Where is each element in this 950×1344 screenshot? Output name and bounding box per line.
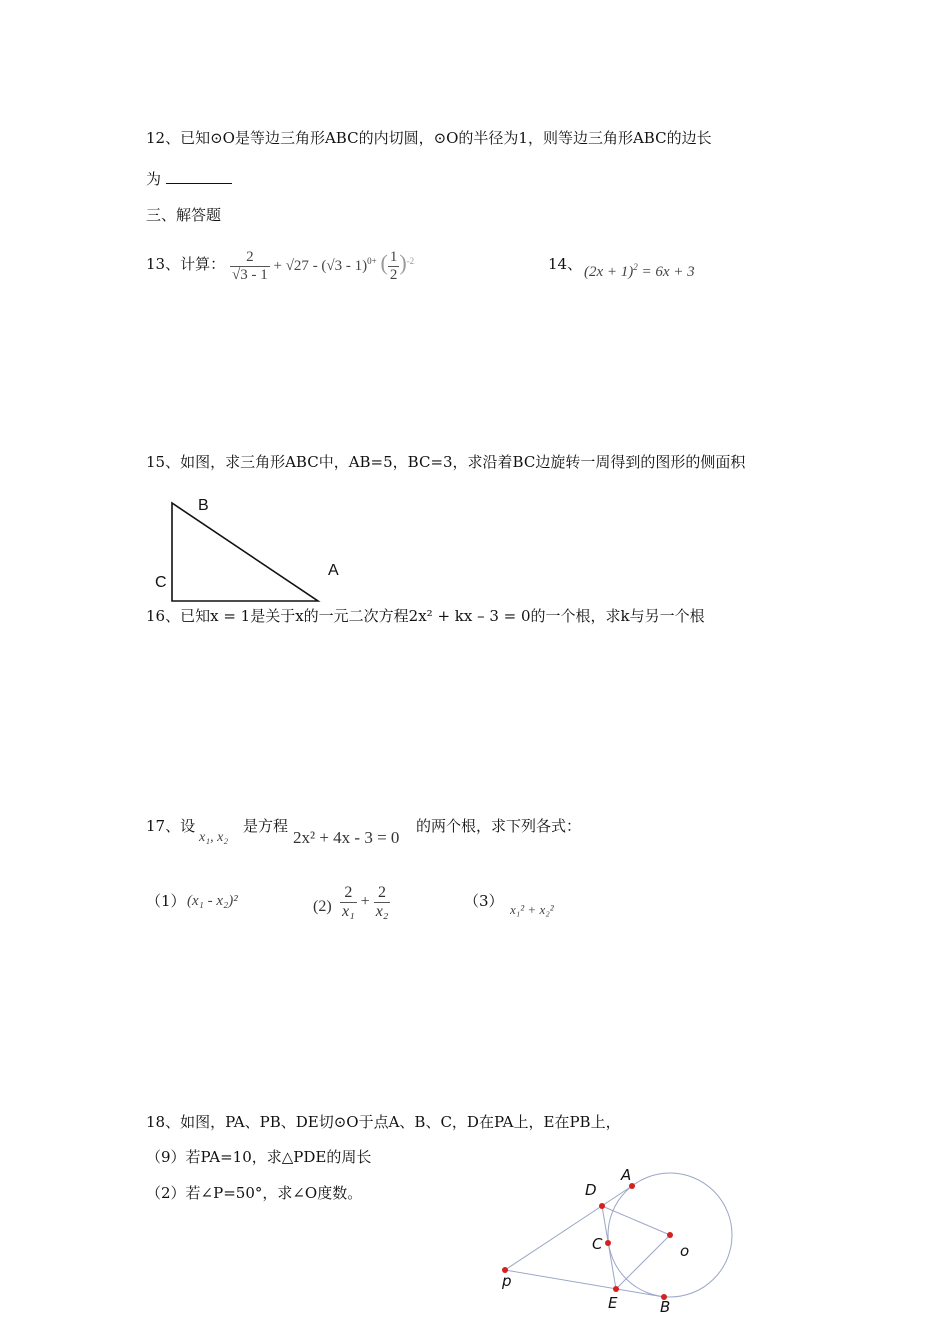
label-a: A: [328, 562, 339, 579]
tangent-de: [602, 1206, 616, 1289]
q13-plus: +: [273, 257, 282, 274]
q13-frac-den: √3 - 1: [232, 267, 268, 283]
q12-line1: 12、已知⊙O是等边三角形ABC的内切圆，⊙O的半径为1，则等边三角形ABC的边长: [146, 129, 712, 147]
q17-p2-plus: +: [360, 893, 370, 911]
q17-p1-expr: (x₁ - x₂)²: [187, 893, 238, 909]
q18-circle-figure: [490, 1160, 750, 1320]
q13-frac-num: 2: [246, 249, 254, 265]
q14-label: 14、: [548, 255, 583, 273]
point-o: [667, 1232, 673, 1238]
q14-expr: (2x + 1): [584, 264, 634, 280]
q17-p2-frac1: [340, 884, 357, 921]
tangent-pa: [505, 1186, 632, 1270]
fig-label-e: E: [608, 1294, 618, 1312]
fig-label-d: D: [585, 1181, 597, 1199]
tangent-pb: [505, 1270, 664, 1297]
label-b: B: [198, 497, 209, 514]
q14-expression: [584, 262, 695, 281]
q17-p2-den1: x₁: [342, 903, 355, 920]
q12-line2: [146, 168, 232, 189]
q14-exp: 2: [633, 262, 638, 272]
q18-line2: （9）若PA=10，求△PDE的周长: [146, 1148, 372, 1166]
q17-is-eq: 是方程: [243, 817, 289, 835]
q17-p2-den2: x₂: [375, 903, 389, 920]
q17-p1-label: （1）: [146, 892, 186, 910]
segment-eo: [616, 1235, 670, 1289]
q13-half: [388, 249, 400, 284]
section-heading: 三、解答题: [146, 206, 222, 224]
q17-p3-expr: x₁² + x₂²: [510, 902, 554, 917]
q17-p2-num1: 2: [344, 884, 353, 901]
q13-expression: $\frac{2}{√3 - 1}$ + √27 - (√3 - 1)$^{0+}$ ( $\frac{1}{2}$ )$^{-2}$: [232, 249, 415, 283]
q13-minus-part: - (√3 - 1): [312, 257, 368, 274]
q13-label: 13、计算：: [146, 255, 226, 273]
q16-text: 16、已知x = 1是关于x的一元二次方程2x² + kx – 3 = 0的一个根，求k与另一个根: [146, 607, 705, 625]
q17-p3-label: （3）: [464, 892, 504, 910]
q17-tail: 的两个根，求下列各式：: [416, 817, 582, 835]
fig-label-c: C: [592, 1235, 603, 1253]
point-c: [605, 1240, 611, 1246]
point-e: [613, 1286, 619, 1292]
q17-p2-expr: [340, 884, 390, 921]
q13-exp0: 0: [367, 255, 372, 266]
q15-text: 15、如图，求三角形ABC中，AB=5，BC=3，求沿着BC边旋转一周得到的图形的侧面积: [146, 453, 746, 471]
q13-half-den: 2: [389, 267, 398, 283]
fig-label-p: p: [502, 1272, 512, 1290]
q13-half-num: 1: [389, 249, 398, 265]
q13-exp-neg2: -2: [406, 255, 415, 266]
label-c: C: [155, 574, 167, 591]
q12-line2-text: 为: [146, 170, 162, 188]
q17-label: 17、设: [146, 817, 196, 835]
fig-label-a: A: [621, 1166, 632, 1184]
segment-do: [602, 1206, 670, 1235]
q13-fraction: [230, 249, 270, 284]
point-d: [599, 1203, 605, 1209]
triangle-abc: [172, 503, 318, 601]
q13-plus2: +: [371, 255, 377, 266]
q17-roots: x₁, x₂: [199, 830, 229, 845]
answer-blank[interactable]: [166, 169, 232, 184]
q18-line1: 18、如图，PA、PB、DE切⊙O于点A、B、C，D在PA上，E在PB上，: [146, 1113, 621, 1131]
q17-p2-frac2: [374, 884, 391, 921]
fig-label-b: B: [660, 1298, 671, 1316]
q13-sqrt27: √27: [285, 257, 309, 274]
q17-p2-num2: 2: [378, 884, 387, 901]
fig-label-o: o: [680, 1242, 690, 1260]
q18-line3: （2）若∠P=50°，求∠O度数。: [146, 1184, 363, 1202]
q14-rhs: = 6x + 3: [641, 264, 695, 280]
q15-triangle-figure: [160, 495, 330, 607]
q17-p2-label: (2): [313, 898, 332, 915]
q17-equation: 2x² + 4x - 3 = 0: [293, 828, 400, 847]
